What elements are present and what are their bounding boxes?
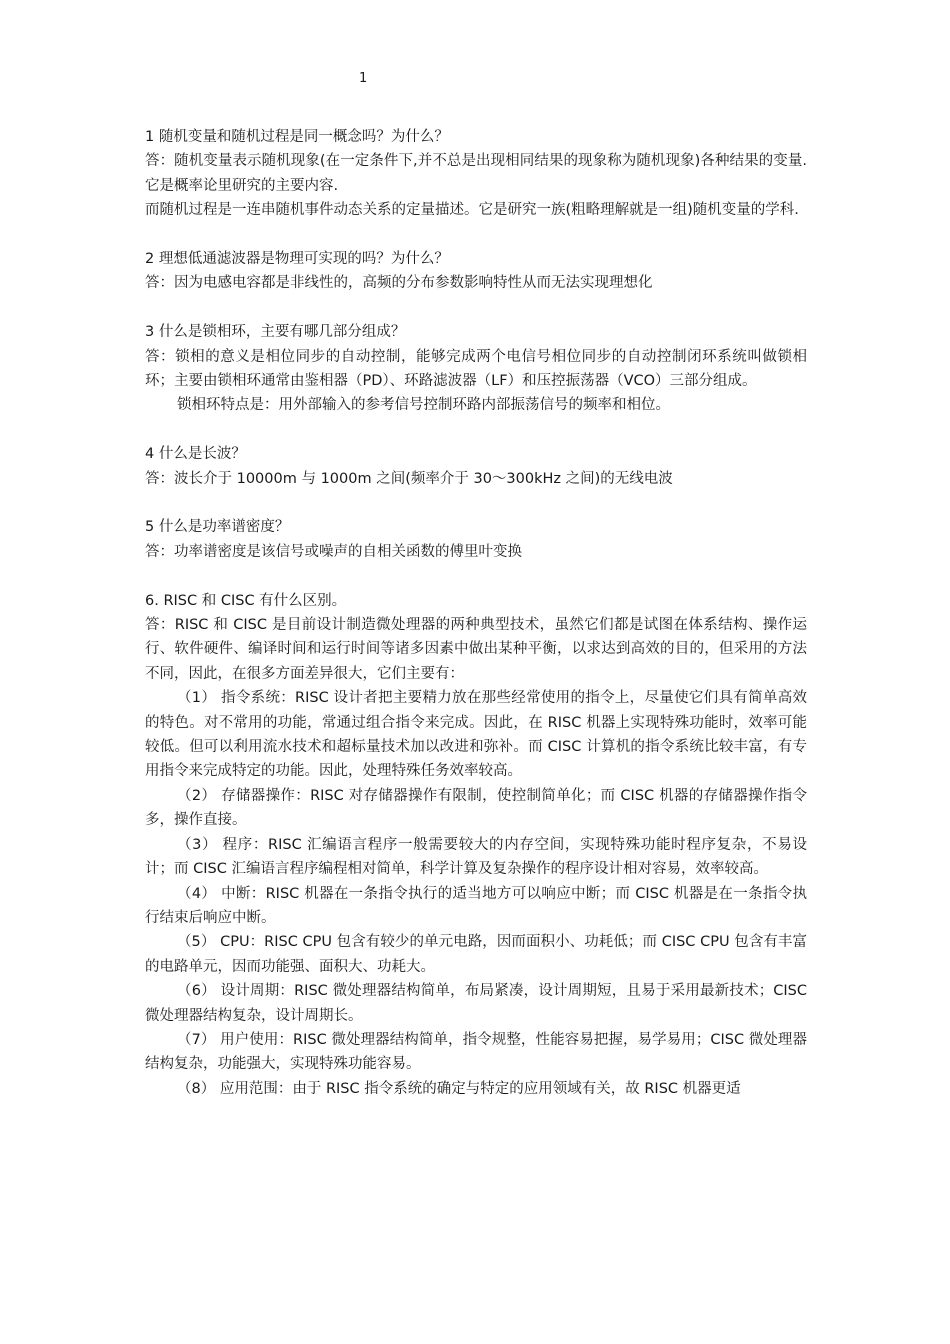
answer-3: 答：锁相的意义是相位同步的自动控制，能够完成两个电信号相位同步的自动控制闭环系统叫做锁相环；主要由锁相环通常由鉴相器（PD）、环路滤波器（LF）和压控振荡器（VCO）三部分组成。: [145, 348, 807, 390]
question-4: 4 什么是长波？: [145, 446, 246, 463]
list-item: （3） 程序：RISC 汇编语言程序一般需要较大的内存空间，实现特殊功能时程序复杂，不易设计；而 CISC 汇编语言程序编程相对简单，科学计算及复杂操作的程序设计相对容易，效率较高。: [145, 836, 807, 878]
answer-5: 答：功率谱密度是该信号或噪声的自相关函数的傅里叶变换: [145, 543, 522, 560]
question-3: 3 什么是锁相环，主要有哪几部分组成？: [145, 324, 406, 341]
paragraph-gap: [145, 223, 807, 247]
list-item: （4） 中断：RISC 机器在一条指令执行的适当地方可以响应中断；而 CISC 机器是在一条指令执行结束后响应中断。: [145, 885, 807, 926]
paragraph-gap: [145, 296, 807, 320]
list-item: （7） 用户使用：RISC 微处理器结构简单，指令规整，性能容易把握，易学易用；CISC 微处理器结构复杂，功能强大，实现特殊功能容易。: [145, 1031, 807, 1073]
answer-1-part-2: 而随机过程是一连串随机事件动态关系的定量描述。它是研究一族(粗略理解就是一组)随机变量的学科.: [145, 202, 799, 219]
answer-3-feature: 锁相环特点是：用外部输入的参考信号控制环路内部振荡信号的频率和相位。: [177, 397, 670, 414]
document-body: [145, 125, 807, 1101]
answer-6-intro: 答：RISC 和 CISC 是目前设计制造微处理器的两种典型技术，虽然它们都是试图在体系结构、操作运行、软件硬件、编译时间和运行时间等诸多因素中做出某种平衡，以求达到高效的目的，但采用的方法不同，因此，在很多方面差异很大，它们主要有：: [145, 617, 807, 682]
paragraph-gap: [145, 491, 807, 515]
answer-4: 答：波长介于 10000m 与 1000m 之间(频率介于 30～300kHz 之间)的无线电波: [145, 470, 673, 487]
list-item: （6） 设计周期：RISC 微处理器结构简单，布局紧凑，设计周期短，且易于采用最新技术；CISC 微处理器结构复杂，设计周期长。: [145, 983, 807, 1024]
answer-2: 答：因为电感电容都是非线性的，高频的分布参数影响特性从而无法实现理想化: [145, 275, 653, 292]
paragraph-gap: [145, 564, 807, 588]
question-6: 6. RISC 和 CISC 有什么区别。: [145, 592, 347, 609]
list-item: （8） 应用范围：由于 RISC 指令系统的确定与特定的应用领域有关，故 RISC 机器更适: [177, 1080, 741, 1097]
question-2: 2 理想低通滤波器是物理可实现的吗？为什么？: [145, 251, 449, 268]
answer-1-part-1: 答：随机变量表示随机现象(在一定条件下,并不总是出现相同结果的现象称为随机现象)各种结果的变量.它是概率论里研究的主要内容.: [145, 153, 807, 194]
question-1: 1 随机变量和随机过程是同一概念吗？为什么？: [145, 129, 449, 145]
list-item: （2） 存储器操作：RISC 对存储器操作有限制，使控制简单化；而 CISC 机器的存储器操作指令多，操作直接。: [145, 787, 807, 829]
page-number: 1: [359, 71, 368, 86]
question-5: 5 什么是功率谱密度？: [145, 519, 290, 536]
list-item: （5） CPU：RISC CPU 包含有较少的单元电路，因而面积小、功耗低；而 CISC CPU 包含有丰富的电路单元，因而功能强、面积大、功耗大。: [145, 934, 807, 975]
list-item: （1） 指令系统：RISC 设计者把主要精力放在那些经常使用的指令上，尽量使它们具有简单高效的特色。对不常用的功能，常通过组合指令来完成。因此，在 RISC 机器上实现特殊功能时，效率可能较低。但可以利用流水技术和超标量技术加以改进和弥补。而 CISC 计算机的指令系统比较丰富，有专用指令来完成特定的功能。因此，处理特殊任务效率较高。: [145, 690, 807, 780]
paragraph-gap: [145, 418, 807, 442]
